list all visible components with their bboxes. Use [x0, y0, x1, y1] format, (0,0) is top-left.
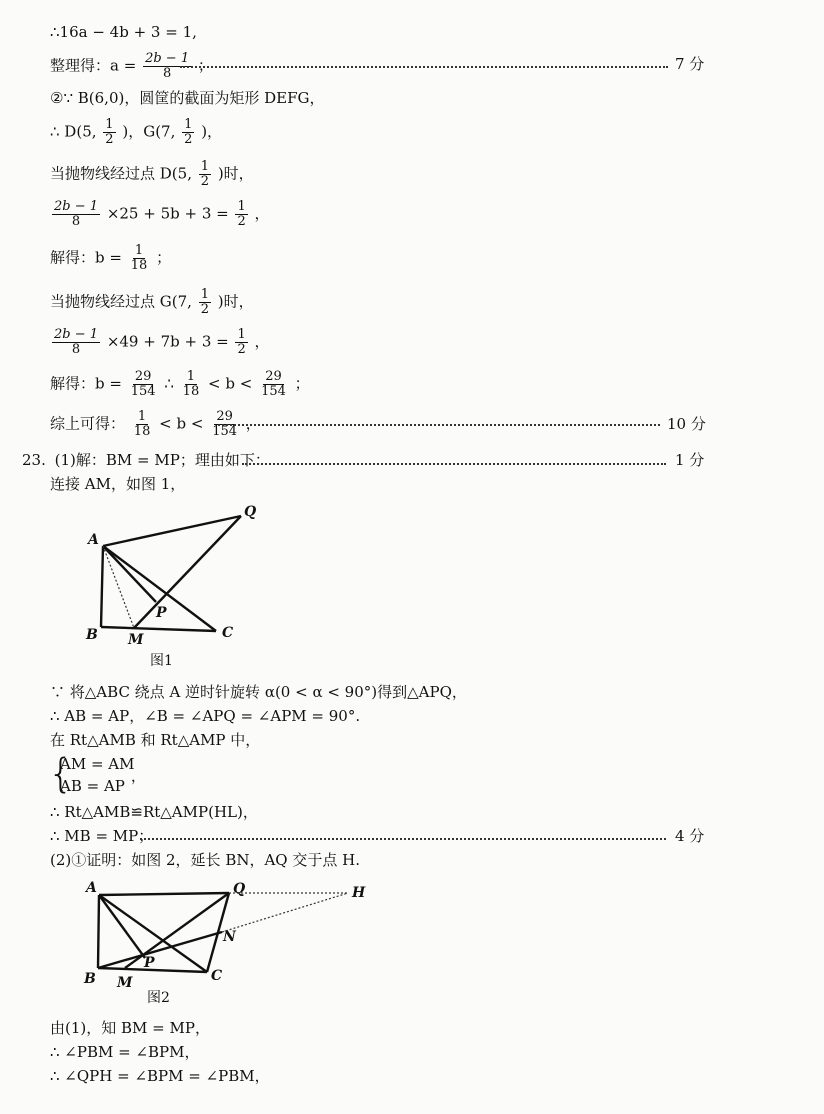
fig1-label-m: M	[128, 632, 144, 648]
fraction: $\frac{29}{154}$	[261, 369, 286, 399]
line-18: ∴ Rt△AMB≌Rt△AMP(HL)，	[50, 803, 258, 821]
line-15: ∴ AB = AP，∠B = ∠APQ = ∠APM = 90°.	[50, 707, 361, 725]
line-7: 解得：b = $\frac{1}{18}$ ；	[50, 243, 172, 273]
fig2-segment-ab	[98, 895, 99, 968]
line-13: 连接 AM，如图 1，	[50, 475, 186, 493]
line-1: ∴16a − 4b + 3 = 1,	[50, 23, 197, 41]
fraction: $\frac{2b - 1}{8}$	[145, 51, 190, 81]
line-23: ∴ ∠QPH = ∠BPM = ∠PBM，	[50, 1067, 270, 1085]
line-4: ∴ D(5, $\frac{1}{2}$ )，G(7, $\frac{1}{2}$ )，	[50, 117, 223, 147]
fig2-label-p: P	[144, 955, 155, 971]
question-number: 23.	[22, 451, 46, 469]
fig1-label-b: B	[86, 627, 98, 643]
fraction: $\frac{29}{154}$	[130, 369, 156, 399]
fraction: $\frac{1}{2}$	[237, 199, 246, 229]
fig1-label-a: A	[88, 532, 99, 548]
fig1-label-c: C	[222, 625, 234, 641]
fig1-label-q: Q	[244, 504, 257, 520]
fraction: $\frac{1}{18}$	[133, 409, 151, 439]
line-14: ∵ 将△ABC 绕点 A 逆时针旋转 α(0 < α < 90°)得到△APQ，	[50, 683, 467, 701]
fig2-segment-nh-dotted	[222, 893, 348, 932]
fig2-label-m: M	[117, 975, 133, 991]
fig2-label-h: H	[352, 885, 366, 901]
fig2-label-a: A	[86, 880, 97, 896]
line-22: ∴ ∠PBM = ∠BPM，	[50, 1043, 200, 1061]
score-10: 10 分	[667, 415, 706, 433]
fig1-caption: 图1	[150, 653, 173, 669]
fig1-label-p: P	[156, 605, 167, 621]
fraction: $\frac{29}{154}$	[212, 409, 238, 439]
fig2-label-b: B	[84, 971, 96, 987]
fraction: $\frac{1}{2}$	[200, 287, 209, 317]
brace: {	[48, 751, 74, 797]
line-17b: AB = AP，	[60, 767, 146, 795]
fig2-segment-ap	[99, 895, 145, 958]
score-7: 7 分	[675, 55, 705, 73]
line-10: 解得：b = $\frac{29}{154}$ ∴ $\frac{1}{18}$ < b < $\frac{29}{154}$ ；	[50, 369, 310, 399]
fig2-label-c: C	[211, 968, 223, 984]
line-2: 整理得：a = $\frac{2b - 1}{8}$ ；	[50, 51, 213, 81]
score-1: 1 分	[675, 451, 705, 469]
line-5: 当抛物线经过点 D(5, $\frac{1}{2}$ )时，	[50, 159, 254, 189]
fraction: $\frac{1}{2}$	[200, 159, 210, 189]
fraction: $\frac{1}{2}$	[184, 117, 193, 147]
fraction: $\frac{1}{2}$	[105, 117, 114, 147]
line-q23: 23. (1)解：BM = MP；理由如下：	[22, 451, 270, 469]
fraction: $\frac{2b - 1}{8}$	[54, 199, 99, 229]
line-8: 当抛物线经过点 G(7, $\frac{1}{2}$ )时，	[50, 287, 254, 317]
fig2-label-n: N	[223, 929, 236, 945]
line-21: 由(1)，知 BM = MP，	[50, 1019, 210, 1037]
line-20: (2)①证明：如图 2，延长 BN，AQ 交于点 H.	[50, 851, 360, 869]
fraction: $\frac{2b - 1}{8}$	[54, 327, 99, 357]
line-9: $\frac{2b - 1}{8}$ ×49 + 7b + 3 = $\frac{1}{2}$ ，	[54, 327, 270, 357]
fig2-segment-aq	[99, 893, 229, 895]
fraction: $\frac{1}{2}$	[237, 327, 246, 357]
fraction: $\frac{1}{18}$	[182, 369, 200, 399]
fig2-label-q: Q	[233, 881, 246, 897]
line-17a: AM = AM	[60, 755, 135, 773]
line-3: ②∵ B(6,0)，圆筐的截面为矩形 DEFG，	[50, 89, 325, 107]
fig2-caption: 图2	[147, 990, 170, 1006]
score-4: 4 分	[675, 827, 705, 845]
line-16: 在 Rt△AMB 和 Rt△AMP 中，	[50, 731, 261, 749]
fraction: $\frac{1}{18}$	[130, 243, 148, 273]
line-11: 综上可得： $\frac{1}{18}$ < b < $\frac{29}{154}$ ，	[50, 409, 261, 439]
line-6: $\frac{2b - 1}{8}$ ×25 + 5b + 3 = $\frac{1}{2}$ ，	[54, 199, 270, 229]
line-19: ∴ MB = MP；	[50, 827, 154, 845]
